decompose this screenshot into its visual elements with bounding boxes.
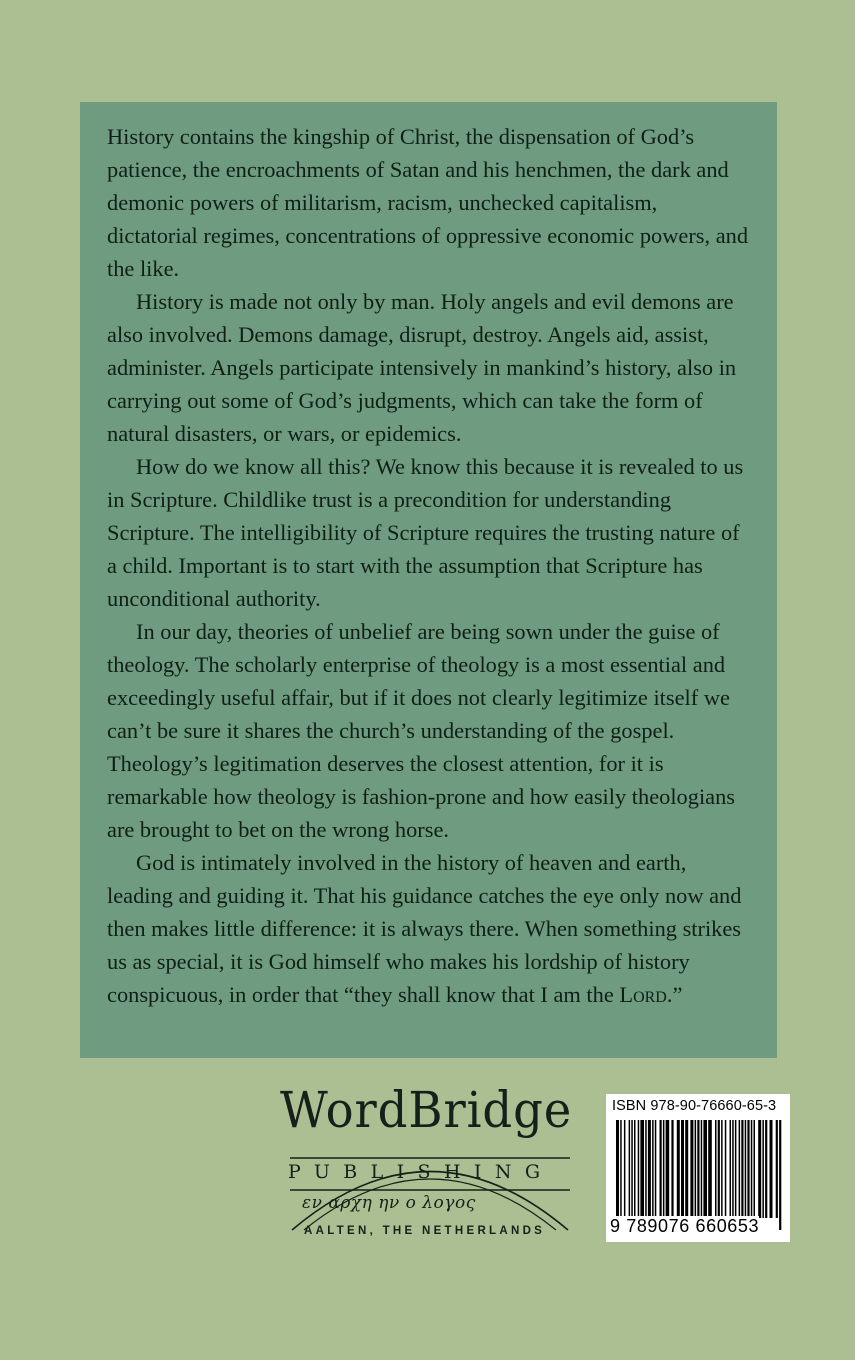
barcode-bar	[718, 1120, 720, 1218]
barcode-bar	[652, 1120, 654, 1218]
barcode-bar	[703, 1120, 707, 1218]
barcode-bar	[645, 1120, 647, 1218]
barcode-bar	[681, 1120, 684, 1218]
barcode-bar	[721, 1120, 723, 1218]
barcode-bar	[663, 1120, 665, 1218]
barcode-bar	[660, 1120, 662, 1218]
blurb-paragraph-4: In our day, theories of unbelief are being sown under the guise of theology. The scholarly enterprise of theology is a most essential and exceedingly useful affair, but if it does not clearly legitimize itself we can’t be sure it shares the church’s understanding of the gospel. Theology’s legitimation deserves the closest attention, for it is remarkable how theology is fashion-prone and how easily theologians are brought to bet on the wrong horse.	[107, 619, 736, 842]
barcode-bar	[695, 1120, 697, 1218]
barcode-bar	[765, 1120, 767, 1218]
barcode-bar	[770, 1120, 773, 1218]
lord-small-caps: Lord	[619, 982, 667, 1007]
barcode-bar	[671, 1120, 673, 1218]
blurb-paragraph-2: History is made not only by man. Holy angels and evil demons are also involved. Demons damage, disrupt, destroy. Angels aid, assist, administer. Angels participate intensively in mankind’s history, also in carrying out some of God’s judgments, which can take the form of natural disasters, or wars, or epidemics.	[107, 289, 737, 446]
barcode-bar	[666, 1120, 670, 1218]
barcode-bar	[739, 1120, 741, 1218]
barcode-bar	[655, 1120, 657, 1218]
barcode-bar	[616, 1120, 619, 1230]
barcode-bar	[697, 1120, 699, 1230]
blurb-paragraph-1: History contains the kingship of Christ, the dispensation of God’s patience, the encroachments of Satan and his henchmen, the dark and demonic powers of militarism, racism, unchecked capitalism, dictatorial regimes, concentrations of oppressive economic powers, and the like.	[107, 124, 749, 281]
barcode-digits: 9 789076 660653	[610, 1216, 760, 1236]
barcode-bar	[677, 1120, 680, 1218]
barcode-bar	[634, 1120, 636, 1218]
publisher-location: AALTEN, THE NETHERLANDS	[304, 1225, 546, 1237]
barcode-bar	[685, 1120, 688, 1218]
publisher-wordmark: WordBridge	[280, 1081, 573, 1139]
blurb-paragraph-5-text: God is intimately involved in the history of heaven and earth, leading and guiding it. That his guidance catches the eye only now and then makes little difference: it is always there. When something strikes us as special, it is God himself who makes his lordship of history conspicuous, in order that “they shall know that I am the	[107, 850, 742, 1007]
barcode-bar	[631, 1120, 633, 1218]
barcode-bar	[629, 1120, 631, 1218]
barcode-bar	[735, 1120, 737, 1218]
publisher-logo	[270, 1080, 590, 1250]
barcode-bar	[747, 1120, 749, 1218]
blurb-paragraph-5	[107, 846, 753, 1011]
barcode-bar	[776, 1120, 778, 1218]
barcode-bar	[762, 1120, 764, 1218]
barcode-bar	[725, 1120, 727, 1218]
barcode-bar	[754, 1120, 756, 1218]
barcode-bar	[751, 1120, 753, 1218]
isbn-label: ISBN 978-90-76660-65-3	[612, 1098, 777, 1114]
barcode-bar	[745, 1120, 747, 1218]
back-cover-blurb-panel	[80, 102, 777, 1058]
closing-punctuation: .”	[666, 982, 683, 1007]
publisher-imprint: PUBLISHING	[288, 1161, 554, 1183]
barcode-bar	[648, 1120, 651, 1218]
barcode-bar	[638, 1120, 640, 1218]
barcode-bar	[730, 1120, 732, 1218]
barcode-bar	[732, 1120, 734, 1218]
barcode-bar	[620, 1120, 622, 1230]
bridge-arch-icon	[270, 1138, 590, 1238]
barcode-bar	[741, 1120, 743, 1218]
barcode-bar	[701, 1120, 703, 1230]
barcode-bar	[758, 1120, 761, 1218]
barcode-bar	[640, 1120, 644, 1218]
barcode-bar	[624, 1120, 626, 1218]
publisher-motto: εν αρχη ην ο λογος	[302, 1193, 476, 1213]
barcode-bar	[708, 1120, 712, 1218]
blurb-paragraph-3: How do we know all this? We know this because it is revealed to us in Scripture. Childlike trust is a precondition for understanding Scripture. The intelligibility of Scripture requires the trusting nature of a child. Important is to start with the assumption that Scripture has unconditional authority.	[107, 454, 744, 611]
isbn-barcode	[606, 1094, 790, 1242]
barcode-bar	[715, 1120, 717, 1218]
barcode-bar	[690, 1120, 693, 1218]
barcode-bar	[779, 1120, 781, 1230]
